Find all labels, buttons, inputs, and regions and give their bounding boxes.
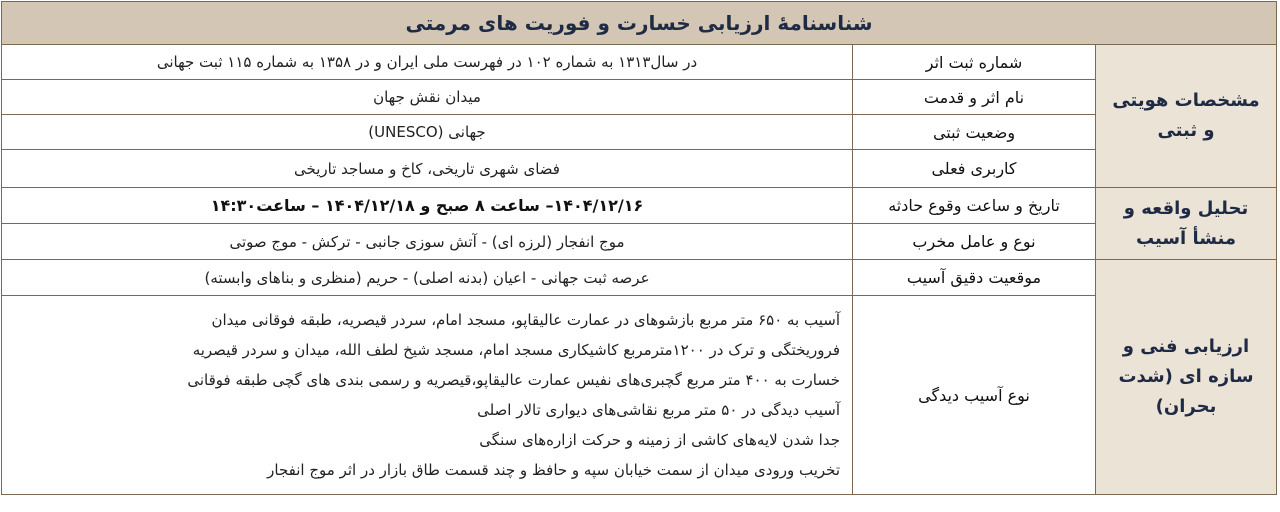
value-registration-number: در سال۱۳۱۳ به شماره ۱۰۲ در فهرست ملی ایران و در ۱۳۵۸ به شماره ۱۱۵ ثبت جهانی — [2, 45, 853, 80]
table-row — [2, 115, 1277, 150]
label-registration-status: وضعیت ثبتی — [853, 115, 1096, 150]
label-registration-number: شماره ثبت اثر — [853, 45, 1096, 80]
label-incident-datetime: تاریخ و ساعت وقوع حادثه — [853, 188, 1096, 224]
damage-line: آسیب به ۶۵۰ متر مربع بازشوهای در عمارت عالیقاپو، مسجد امام، سردر قیصریه، طبقه فوقانی میدان — [211, 311, 840, 329]
value-damage-location: عرصه ثبت جهانی - اعیان (بدنه اصلی) - حریم (منظری و بناهای وابسته) — [2, 260, 853, 296]
label-damage-location: موقعیت دقیق آسیب — [853, 260, 1096, 296]
value-registration-status: جهانی (UNESCO) — [2, 115, 853, 150]
damage-line: جدا شدن لایه‌های کاشی از زمینه و حرکت ازاره‌های سنگی — [479, 431, 840, 449]
table-row — [2, 80, 1277, 115]
damage-line: تخریب ورودی میدان از سمت خیابان سپه و حافظ و چند قسمت طاق بازار در اثر موج انفجار — [267, 461, 840, 479]
table-row — [2, 224, 1277, 260]
table-row — [2, 150, 1277, 188]
damage-line: آسیب دیدگی در ۵۰ متر مربع نقاشی‌های دیواری تالار اصلی — [477, 401, 840, 419]
table-row — [2, 260, 1277, 296]
table-row — [2, 296, 1277, 495]
value-damage-type — [2, 296, 853, 495]
label-monument-name: نام اثر و قدمت — [853, 80, 1096, 115]
label-current-use: کاربری فعلی — [853, 150, 1096, 188]
assessment-table — [1, 1, 1277, 495]
category-identity: مشخصات هویتی و ثبتی — [1096, 45, 1277, 188]
category-assessment: ارزیابی فنی و سازه ای (شدت بحران) — [1096, 260, 1277, 495]
table-row — [2, 45, 1277, 80]
value-destructive-agent: موج انفجار (لرزه ای) - آتش سوزی جانبی - ترکش - موج صوتی — [2, 224, 853, 260]
value-current-use: فضای شهری تاریخی، کاخ و مساجد تاریخی — [2, 150, 853, 188]
label-destructive-agent: نوع و عامل مخرب — [853, 224, 1096, 260]
label-damage-type: نوع آسیب دیدگی — [853, 296, 1096, 495]
value-monument-name: میدان نقش جهان — [2, 80, 853, 115]
category-incident: تحلیل واقعه و منشأ آسیب — [1096, 188, 1277, 260]
value-incident-datetime: ۱۴۰۴/۱۲/۱۶– ساعت ۸ صبح و ۱۴۰۴/۱۲/۱۸ – ساعت۱۴:۳۰ — [2, 188, 853, 224]
page-title: شناسنامهٔ ارزیابی خسارت و فوریت های مرمتی — [2, 2, 1277, 45]
damage-line: فروریختگی و ترک در ۱۲۰۰مترمربع کاشیکاری مسجد امام، مسجد شیخ لطف الله، میدان و سردر قیصریه — [192, 341, 840, 359]
damage-line: خسارت به ۴۰۰ متر مربع گچبری‌های نفیس عمارت عالیقاپو،قیصریه و رسمی بندی های گچی طبقه فوقانی — [187, 371, 840, 389]
table-row — [2, 188, 1277, 224]
